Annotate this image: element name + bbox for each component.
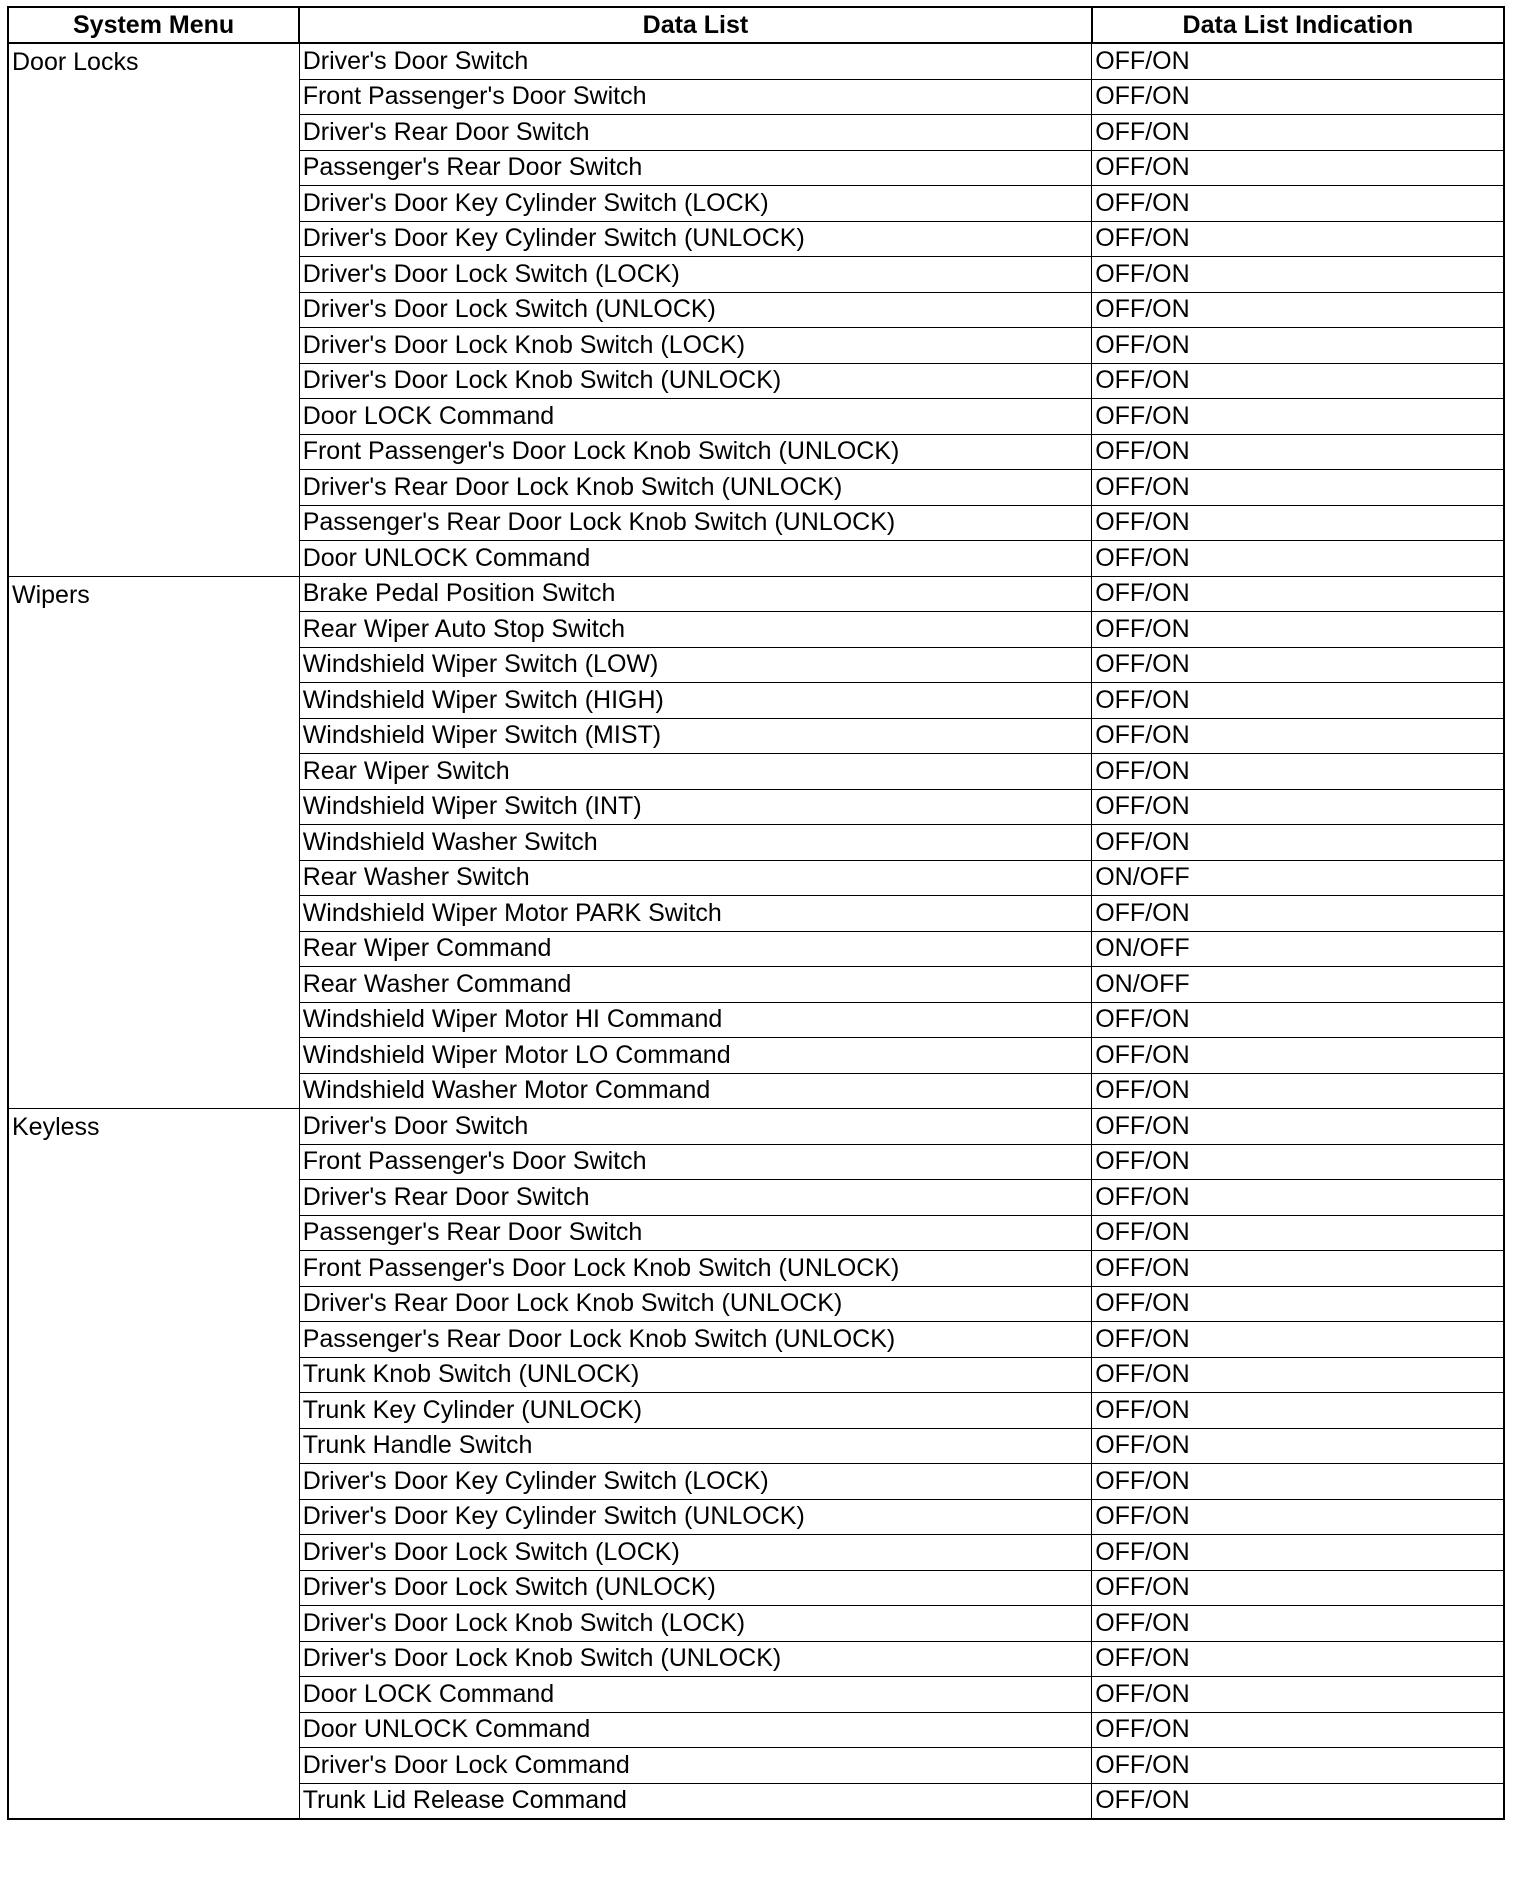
data-list-item-cell: Windshield Wiper Switch (MIST) [299,718,1092,754]
indication-cell: OFF/ON [1092,1286,1504,1322]
data-list-item-cell: Door LOCK Command [299,399,1092,435]
indication-cell: OFF/ON [1092,1215,1504,1251]
data-list-item-cell: Driver's Door Key Cylinder Switch (LOCK) [299,186,1092,222]
indication-cell: OFF/ON [1092,43,1504,79]
indication-cell: OFF/ON [1092,1641,1504,1677]
indication-cell: OFF/ON [1092,434,1504,470]
data-list-item-cell: Windshield Wiper Motor HI Command [299,1002,1092,1038]
data-list-item-cell: Driver's Door Lock Knob Switch (LOCK) [299,1606,1092,1642]
data-list-item-cell: Passenger's Rear Door Switch [299,1215,1092,1251]
table-row [8,43,1504,79]
indication-cell: OFF/ON [1092,1357,1504,1393]
data-list-item-cell: Front Passenger's Door Switch [299,79,1092,115]
indication-cell: OFF/ON [1092,1109,1504,1145]
data-list-item-cell: Passenger's Rear Door Switch [299,150,1092,186]
indication-cell: OFF/ON [1092,1677,1504,1713]
indication-cell: OFF/ON [1092,1144,1504,1180]
indication-cell: OFF/ON [1092,896,1504,932]
indication-cell: OFF/ON [1092,1073,1504,1109]
indication-cell: OFF/ON [1092,470,1504,506]
table-body [8,43,1504,1819]
data-list-item-cell: Rear Wiper Auto Stop Switch [299,612,1092,648]
header-row [8,7,1504,43]
data-list-item-cell: Door LOCK Command [299,1677,1092,1713]
data-list-item-cell: Door UNLOCK Command [299,1712,1092,1748]
indication-cell: OFF/ON [1092,754,1504,790]
data-list-item-cell: Driver's Rear Door Switch [299,1180,1092,1216]
system-menu-cell: Door Locks [8,43,299,576]
indication-cell: OFF/ON [1092,399,1504,435]
data-list-item-cell: Windshield Washer Motor Command [299,1073,1092,1109]
indication-cell: OFF/ON [1092,1535,1504,1571]
data-list-item-cell: Rear Washer Command [299,967,1092,1003]
data-list-item-cell: Driver's Door Lock Command [299,1748,1092,1784]
data-list-item-cell: Front Passenger's Door Lock Knob Switch (UNLOCK) [299,434,1092,470]
data-list-item-cell: Driver's Door Lock Switch (LOCK) [299,257,1092,293]
indication-cell: ON/OFF [1092,967,1504,1003]
data-list-item-cell: Driver's Door Lock Knob Switch (UNLOCK) [299,363,1092,399]
data-list-item-cell: Windshield Wiper Motor PARK Switch [299,896,1092,932]
system-menu-cell: Keyless [8,1109,299,1820]
indication-cell: ON/OFF [1092,931,1504,967]
table-row [8,1109,1504,1145]
indication-cell: OFF/ON [1092,576,1504,612]
indication-cell: OFF/ON [1092,612,1504,648]
indication-cell: OFF/ON [1092,292,1504,328]
indication-cell: OFF/ON [1092,79,1504,115]
indication-cell: OFF/ON [1092,115,1504,151]
indication-cell: OFF/ON [1092,1038,1504,1074]
indication-cell: OFF/ON [1092,1748,1504,1784]
indication-cell: OFF/ON [1092,1251,1504,1287]
data-list-item-cell: Brake Pedal Position Switch [299,576,1092,612]
data-list-item-cell: Rear Wiper Switch [299,754,1092,790]
data-list-item-cell: Driver's Rear Door Lock Knob Switch (UNLOCK) [299,470,1092,506]
data-list-item-cell: Door UNLOCK Command [299,541,1092,577]
indication-cell: OFF/ON [1092,186,1504,222]
indication-cell: OFF/ON [1092,150,1504,186]
data-list-table [7,6,1505,1820]
indication-cell: OFF/ON [1092,1322,1504,1358]
data-list-item-cell: Trunk Key Cylinder (UNLOCK) [299,1393,1092,1429]
indication-cell: ON/OFF [1092,860,1504,896]
data-list-item-cell: Front Passenger's Door Switch [299,1144,1092,1180]
data-list-item-cell: Driver's Door Key Cylinder Switch (LOCK) [299,1464,1092,1500]
indication-cell: OFF/ON [1092,718,1504,754]
data-list-item-cell: Rear Washer Switch [299,860,1092,896]
data-list-item-cell: Passenger's Rear Door Lock Knob Switch (UNLOCK) [299,1322,1092,1358]
data-list-item-cell: Windshield Wiper Switch (LOW) [299,647,1092,683]
indication-cell: OFF/ON [1092,1712,1504,1748]
indication-cell: OFF/ON [1092,1606,1504,1642]
data-list-item-cell: Driver's Rear Door Lock Knob Switch (UNLOCK) [299,1286,1092,1322]
data-list-item-cell: Driver's Door Key Cylinder Switch (UNLOCK) [299,221,1092,257]
data-list-item-cell: Front Passenger's Door Lock Knob Switch (UNLOCK) [299,1251,1092,1287]
indication-cell: OFF/ON [1092,1393,1504,1429]
header-data-list-indication: Data List Indication [1092,7,1504,43]
indication-cell: OFF/ON [1092,1570,1504,1606]
data-list-item-cell: Driver's Door Lock Knob Switch (UNLOCK) [299,1641,1092,1677]
table-header [8,7,1504,43]
indication-cell: OFF/ON [1092,363,1504,399]
indication-cell: OFF/ON [1092,1428,1504,1464]
indication-cell: OFF/ON [1092,825,1504,861]
indication-cell: OFF/ON [1092,1002,1504,1038]
header-system-menu: System Menu [8,7,299,43]
indication-cell: OFF/ON [1092,1783,1504,1819]
data-list-item-cell: Passenger's Rear Door Lock Knob Switch (UNLOCK) [299,505,1092,541]
indication-cell: OFF/ON [1092,789,1504,825]
data-list-item-cell: Driver's Door Key Cylinder Switch (UNLOCK) [299,1499,1092,1535]
indication-cell: OFF/ON [1092,1499,1504,1535]
indication-cell: OFF/ON [1092,221,1504,257]
table-row [8,576,1504,612]
data-list-item-cell: Windshield Wiper Switch (HIGH) [299,683,1092,719]
system-menu-cell: Wipers [8,576,299,1109]
data-list-item-cell: Trunk Lid Release Command [299,1783,1092,1819]
data-list-item-cell: Windshield Washer Switch [299,825,1092,861]
data-list-item-cell: Windshield Wiper Motor LO Command [299,1038,1092,1074]
indication-cell: OFF/ON [1092,257,1504,293]
header-data-list: Data List [299,7,1092,43]
indication-cell: OFF/ON [1092,683,1504,719]
data-list-item-cell: Trunk Knob Switch (UNLOCK) [299,1357,1092,1393]
data-list-item-cell: Windshield Wiper Switch (INT) [299,789,1092,825]
data-list-item-cell: Rear Wiper Command [299,931,1092,967]
data-list-item-cell: Driver's Door Lock Switch (LOCK) [299,1535,1092,1571]
data-list-item-cell: Driver's Rear Door Switch [299,115,1092,151]
data-list-item-cell: Trunk Handle Switch [299,1428,1092,1464]
data-list-item-cell: Driver's Door Lock Switch (UNLOCK) [299,292,1092,328]
indication-cell: OFF/ON [1092,1464,1504,1500]
data-list-item-cell: Driver's Door Lock Knob Switch (LOCK) [299,328,1092,364]
data-list-item-cell: Driver's Door Switch [299,43,1092,79]
data-list-item-cell: Driver's Door Lock Switch (UNLOCK) [299,1570,1092,1606]
indication-cell: OFF/ON [1092,505,1504,541]
indication-cell: OFF/ON [1092,328,1504,364]
data-list-item-cell: Driver's Door Switch [299,1109,1092,1145]
indication-cell: OFF/ON [1092,647,1504,683]
indication-cell: OFF/ON [1092,541,1504,577]
indication-cell: OFF/ON [1092,1180,1504,1216]
